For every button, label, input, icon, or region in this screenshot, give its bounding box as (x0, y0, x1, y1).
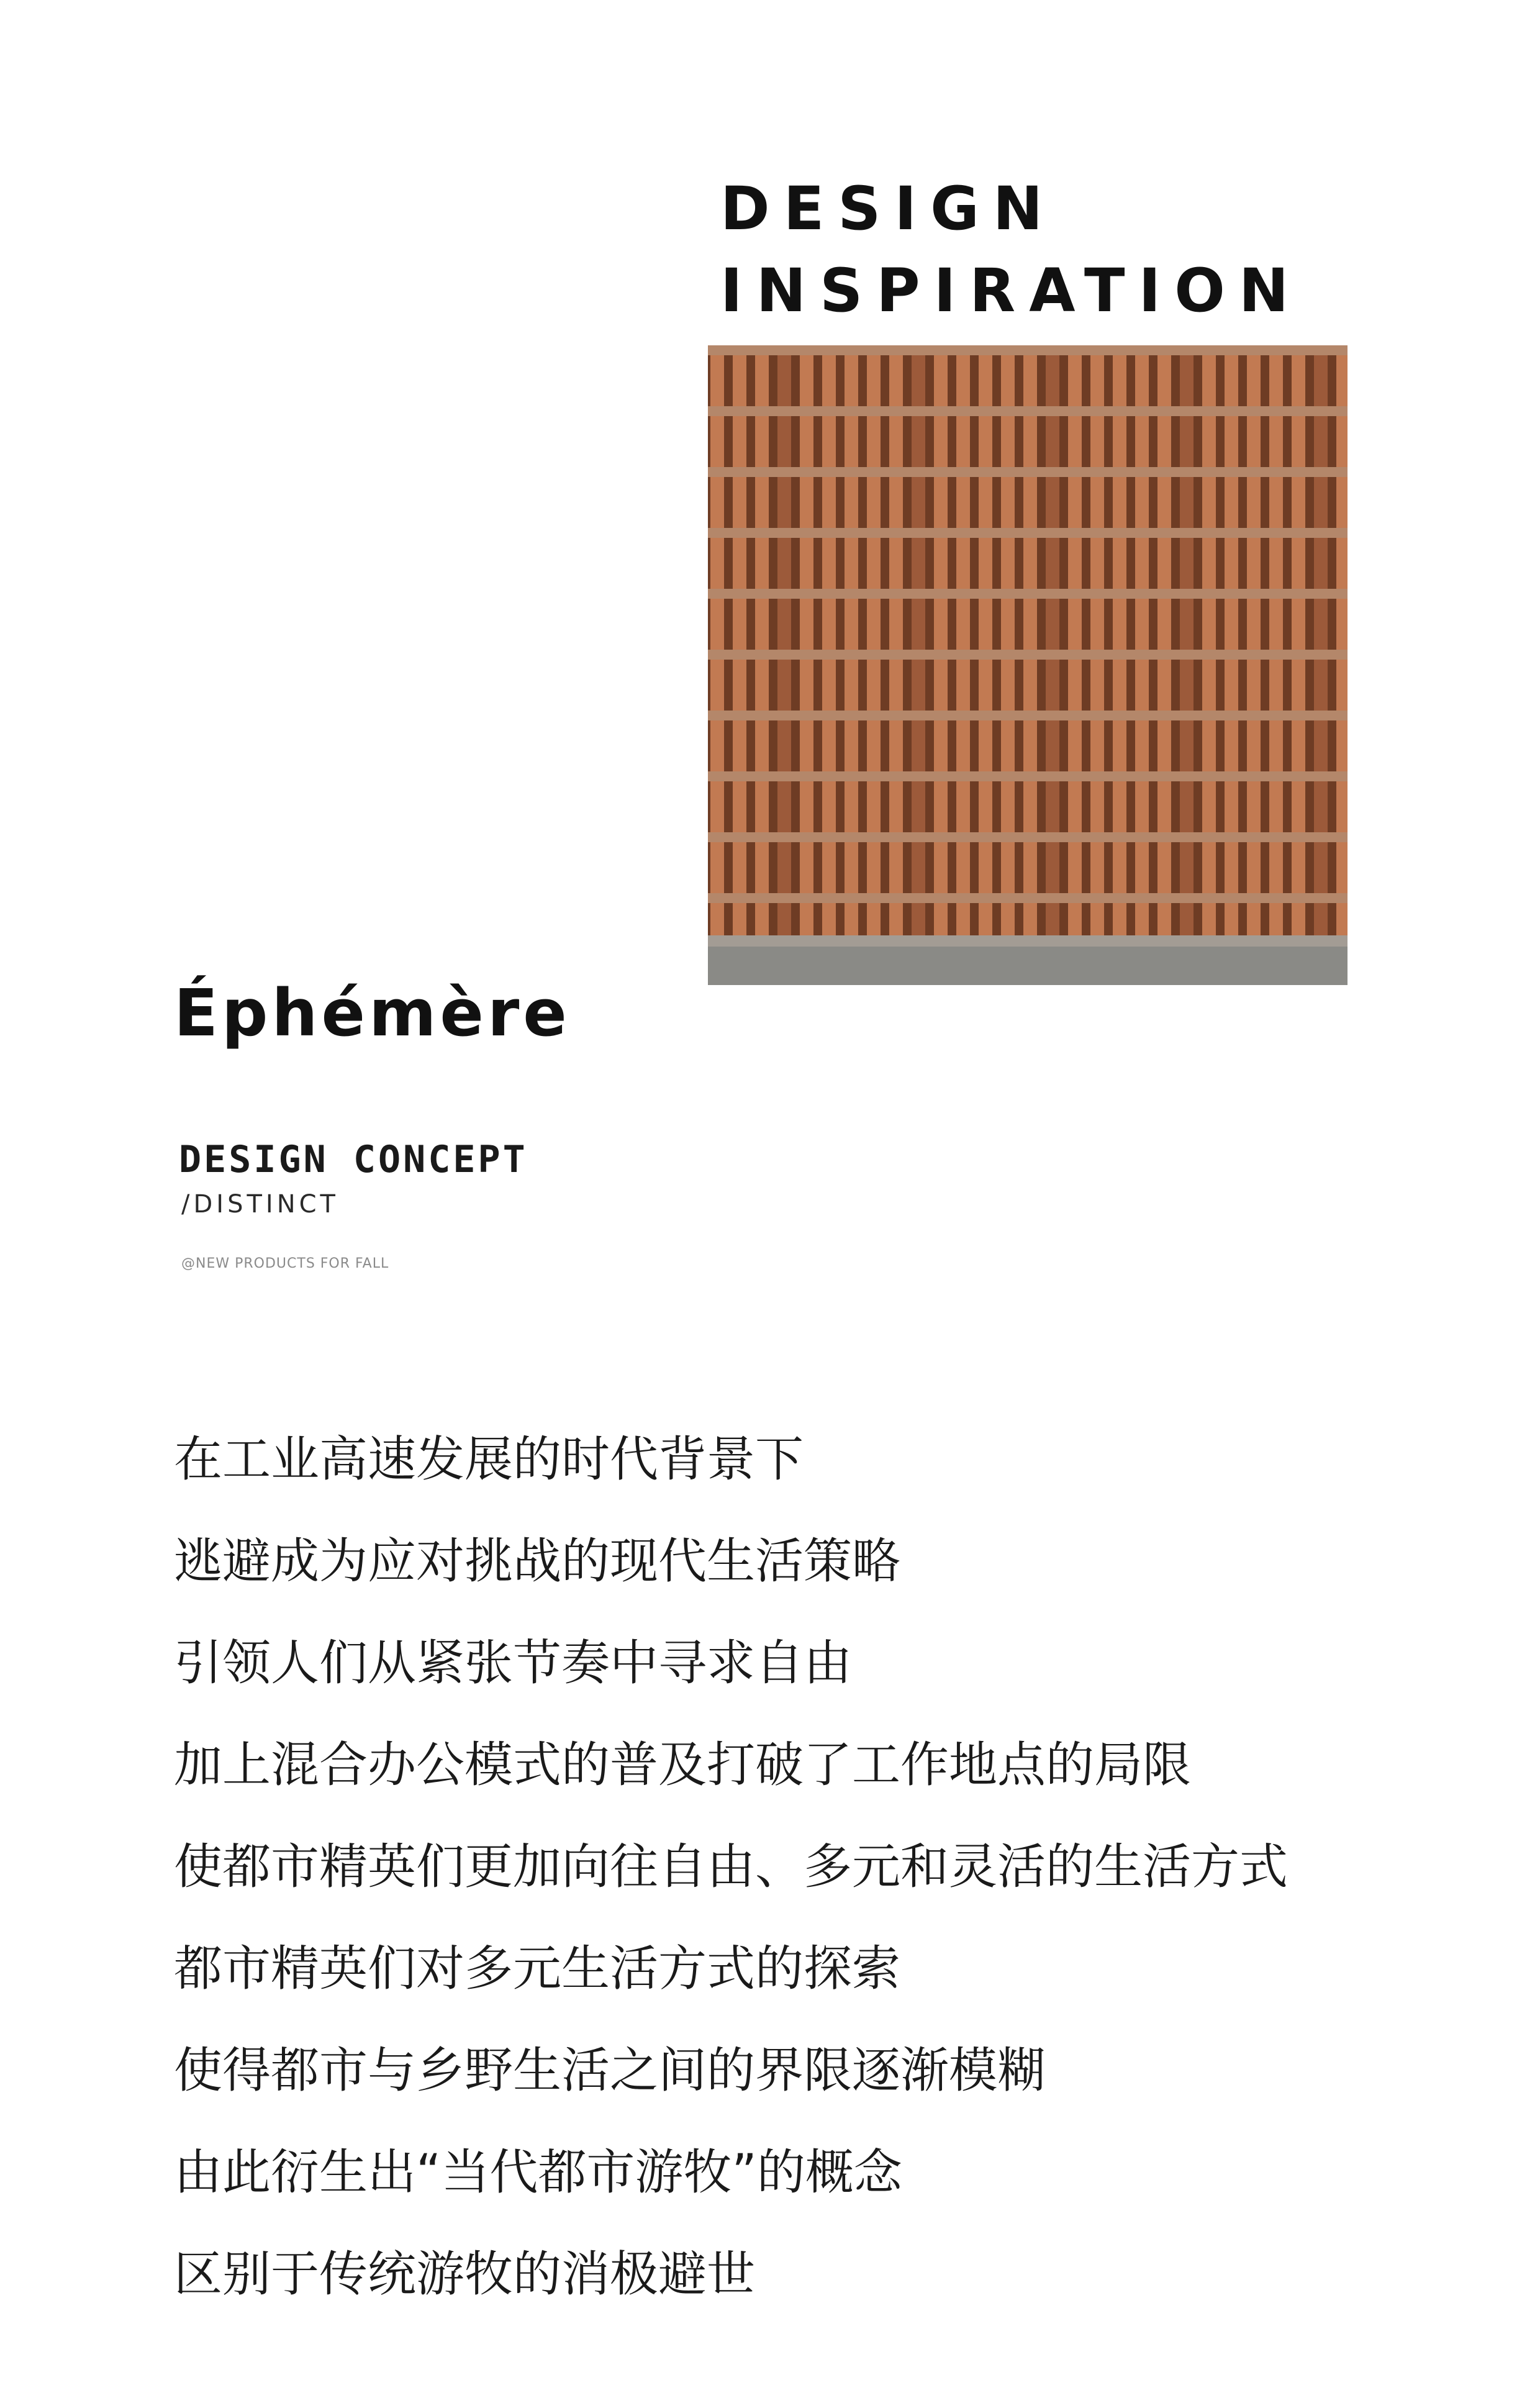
brick (889, 599, 903, 650)
mortar-band (708, 893, 1348, 903)
paragraph-line: 区别于传统游牧的消极避世 (174, 2246, 756, 2302)
brick (1023, 842, 1037, 893)
brick (956, 599, 970, 650)
brick (733, 599, 746, 650)
brick (1292, 477, 1305, 528)
brick (1068, 416, 1082, 467)
brick (822, 599, 836, 650)
brick (934, 355, 948, 406)
brick (800, 538, 813, 589)
brick (979, 416, 992, 467)
brick (1202, 720, 1216, 771)
brick (1336, 781, 1348, 832)
brick (1314, 538, 1328, 589)
paragraph-line: 引领人们从紧张节奏中寻求自由 (174, 1635, 853, 1691)
brick (845, 477, 858, 528)
brick (1202, 416, 1216, 467)
brick (1090, 599, 1104, 650)
brick (777, 842, 791, 893)
brick (979, 477, 992, 528)
brick (1202, 538, 1216, 589)
brick (1314, 355, 1328, 406)
brick (1023, 599, 1037, 650)
brick (912, 416, 925, 467)
paragraph-line: 在工业高速发展的时代背景下 (174, 1432, 804, 1488)
brick (822, 842, 836, 893)
mortar-band (708, 832, 1348, 842)
brick (777, 477, 791, 528)
brick (1314, 720, 1328, 771)
brick (1336, 477, 1348, 528)
brick (777, 355, 791, 406)
brick (1068, 599, 1082, 650)
brick (889, 660, 903, 711)
brick (979, 720, 992, 771)
brick (1225, 599, 1238, 650)
paragraph-line: 使都市精英们更加向往自由、多元和灵活的生活方式 (174, 1839, 1289, 1895)
brick (1113, 355, 1126, 406)
brick (1090, 842, 1104, 893)
brick (1023, 538, 1037, 589)
brick (1023, 416, 1037, 467)
brick (912, 842, 925, 893)
brick (1113, 599, 1126, 650)
brick (1292, 842, 1305, 893)
brick (1113, 416, 1126, 467)
brick (1001, 720, 1015, 771)
brick (1068, 355, 1082, 406)
brick (1046, 416, 1059, 467)
brick (1068, 781, 1082, 832)
mortar-band (708, 589, 1348, 599)
brick (889, 416, 903, 467)
brick-wall-photo (708, 345, 1348, 985)
brick (1001, 538, 1015, 589)
brick (1202, 660, 1216, 711)
brick (934, 660, 948, 711)
brick (1046, 720, 1059, 771)
brick (867, 842, 881, 893)
brick (733, 660, 746, 711)
brick (1180, 477, 1194, 528)
brick (1225, 720, 1238, 771)
paragraph-line: 加上混合办公模式的普及打破了工作地点的局限 (174, 1737, 1192, 1793)
brick (934, 477, 948, 528)
brick (777, 538, 791, 589)
brick (733, 538, 746, 589)
brick (710, 538, 724, 589)
brick (867, 599, 881, 650)
brick (1292, 416, 1305, 467)
brick (1336, 660, 1348, 711)
brick (889, 781, 903, 832)
brick (1247, 720, 1261, 771)
brick (1001, 781, 1015, 832)
brick (755, 538, 769, 589)
brick (1180, 842, 1194, 893)
brick (1225, 781, 1238, 832)
brick (733, 842, 746, 893)
ground-edge (708, 935, 1348, 947)
brick (1023, 355, 1037, 406)
brick (1135, 599, 1149, 650)
brick (1269, 599, 1283, 650)
paragraph-line: 由此衍生出“当代都市游牧”的概念 (174, 2145, 902, 2201)
brick (934, 599, 948, 650)
brick (1046, 538, 1059, 589)
brick (1157, 599, 1171, 650)
mortar-band (708, 650, 1348, 660)
brick (1090, 781, 1104, 832)
brick (1180, 781, 1194, 832)
brick (1314, 477, 1328, 528)
brick (845, 660, 858, 711)
brick (1180, 416, 1194, 467)
brick (1247, 842, 1261, 893)
brick (889, 842, 903, 893)
brick (1135, 416, 1149, 467)
brick (867, 477, 881, 528)
brick (934, 720, 948, 771)
brick (979, 660, 992, 711)
brick (845, 720, 858, 771)
brick (845, 538, 858, 589)
brick (1314, 660, 1328, 711)
brick (1269, 842, 1283, 893)
brick (710, 599, 724, 650)
brick (1180, 720, 1194, 771)
brick (1157, 660, 1171, 711)
brick (845, 599, 858, 650)
brick (777, 781, 791, 832)
brick (956, 660, 970, 711)
brick (710, 842, 724, 893)
brick (822, 538, 836, 589)
brick (934, 416, 948, 467)
brick (1090, 720, 1104, 771)
mortar-band (708, 345, 1348, 355)
brick (1292, 538, 1305, 589)
brick (1113, 538, 1126, 589)
brick (956, 781, 970, 832)
brick (777, 720, 791, 771)
brick (1090, 355, 1104, 406)
brick (934, 842, 948, 893)
brick (1135, 355, 1149, 406)
brick (822, 660, 836, 711)
brick (800, 416, 813, 467)
brick (777, 416, 791, 467)
brick (1068, 477, 1082, 528)
brick (845, 416, 858, 467)
brick (755, 416, 769, 467)
brick (979, 355, 992, 406)
brick (912, 355, 925, 406)
brick (1157, 720, 1171, 771)
brick (733, 477, 746, 528)
concept-title: DESIGN CONCEPT (179, 1138, 528, 1181)
paragraph-line: 逃避成为应对挑战的现代生活策略 (174, 1533, 901, 1589)
brick (1269, 781, 1283, 832)
brick (1247, 660, 1261, 711)
brick (1046, 477, 1059, 528)
brick (1001, 842, 1015, 893)
heading-line-inspiration: INSPIRATION (720, 256, 1303, 325)
brick (710, 720, 724, 771)
ground (708, 947, 1348, 985)
brick (889, 538, 903, 589)
brick (1068, 720, 1082, 771)
brick (1090, 477, 1104, 528)
brick (912, 477, 925, 528)
brick (1135, 660, 1149, 711)
brick (845, 781, 858, 832)
brick (733, 781, 746, 832)
brick (1247, 477, 1261, 528)
brick (1180, 660, 1194, 711)
brick (1269, 660, 1283, 711)
brick (822, 781, 836, 832)
brick (1292, 599, 1305, 650)
brick (1046, 355, 1059, 406)
brick (867, 660, 881, 711)
brick (1314, 599, 1328, 650)
brick (979, 538, 992, 589)
mortar-band (708, 406, 1348, 416)
brick (1292, 781, 1305, 832)
brick (912, 720, 925, 771)
brick (1001, 660, 1015, 711)
brick (710, 477, 724, 528)
brick (1157, 842, 1171, 893)
brick (822, 477, 836, 528)
brick (733, 416, 746, 467)
mortar-band (708, 467, 1348, 477)
brick (755, 842, 769, 893)
brick (1113, 477, 1126, 528)
brick (755, 781, 769, 832)
brick (867, 781, 881, 832)
inspiration-heading (720, 168, 1302, 332)
brick (956, 355, 970, 406)
brick (1001, 477, 1015, 528)
brick (1157, 477, 1171, 528)
brick (1336, 720, 1348, 771)
brick (822, 416, 836, 467)
brick (1269, 538, 1283, 589)
brick (956, 477, 970, 528)
brick (1336, 538, 1348, 589)
brick (1157, 416, 1171, 467)
brick (979, 842, 992, 893)
brick (1135, 781, 1149, 832)
brick (1202, 599, 1216, 650)
brick (1269, 477, 1283, 528)
brick (822, 720, 836, 771)
brick (1180, 538, 1194, 589)
brick (1202, 781, 1216, 832)
brick (1068, 538, 1082, 589)
brick (934, 781, 948, 832)
brick-wall-image (708, 345, 1348, 985)
brick (1135, 477, 1149, 528)
concept-subtitle: /DISTINCT (181, 1190, 339, 1219)
brick (912, 660, 925, 711)
brick (1135, 842, 1149, 893)
brick (1157, 355, 1171, 406)
brick (1225, 842, 1238, 893)
brick (822, 355, 836, 406)
brick (755, 720, 769, 771)
brick (1113, 842, 1126, 893)
brick (1336, 842, 1348, 893)
brick (1068, 842, 1082, 893)
brick (1314, 781, 1328, 832)
brick (1135, 538, 1149, 589)
brick (733, 355, 746, 406)
brick (800, 660, 813, 711)
brick (867, 720, 881, 771)
brick (755, 477, 769, 528)
brick (1247, 416, 1261, 467)
brick (1046, 660, 1059, 711)
brick (1314, 842, 1328, 893)
brick (1113, 781, 1126, 832)
brick (1269, 720, 1283, 771)
brick (867, 538, 881, 589)
brick (1023, 660, 1037, 711)
brick (1202, 477, 1216, 528)
brick (1336, 355, 1348, 406)
brick (1225, 477, 1238, 528)
brick (800, 599, 813, 650)
brick (1225, 355, 1238, 406)
brick (1113, 720, 1126, 771)
brick (710, 355, 724, 406)
brick (912, 599, 925, 650)
brick (889, 477, 903, 528)
brick (1046, 781, 1059, 832)
brick (733, 720, 746, 771)
brick (867, 355, 881, 406)
brick (1157, 538, 1171, 589)
brick (1113, 660, 1126, 711)
brick (755, 599, 769, 650)
brick (1292, 660, 1305, 711)
brick (755, 355, 769, 406)
brick (934, 538, 948, 589)
brick (956, 842, 970, 893)
brick (1292, 355, 1305, 406)
brick (845, 842, 858, 893)
brick (755, 660, 769, 711)
brick (1225, 660, 1238, 711)
brick (1090, 538, 1104, 589)
brick (1225, 538, 1238, 589)
brick (1180, 355, 1194, 406)
brick (889, 355, 903, 406)
brick (1269, 416, 1283, 467)
brick (1001, 599, 1015, 650)
brick (1068, 660, 1082, 711)
brick (1247, 599, 1261, 650)
brick (1157, 781, 1171, 832)
brick (956, 538, 970, 589)
brick (1135, 720, 1149, 771)
brick (800, 842, 813, 893)
brick (1247, 538, 1261, 589)
brick (1180, 599, 1194, 650)
brick (1202, 842, 1216, 893)
brick (1292, 720, 1305, 771)
brick (1023, 720, 1037, 771)
brick (1046, 842, 1059, 893)
brick (845, 355, 858, 406)
brand-name: Éphémère (174, 975, 571, 1051)
concept-paragraph (174, 1429, 1416, 2345)
brick (1225, 416, 1238, 467)
brick (800, 355, 813, 406)
heading-line-design: DESIGN (720, 174, 1057, 243)
brick (1269, 355, 1283, 406)
brick (1202, 355, 1216, 406)
brick (912, 781, 925, 832)
brick (800, 781, 813, 832)
brick (1090, 660, 1104, 711)
brick (979, 599, 992, 650)
brick (956, 720, 970, 771)
brick (1247, 355, 1261, 406)
brick (777, 660, 791, 711)
brick (956, 416, 970, 467)
brick (867, 416, 881, 467)
brick (800, 477, 813, 528)
paragraph-line: 都市精英们对多元生活方式的探索 (174, 1941, 901, 1997)
brick (1046, 599, 1059, 650)
brick (1023, 477, 1037, 528)
brick (1336, 599, 1348, 650)
brick (777, 599, 791, 650)
brick (1314, 416, 1328, 467)
brick (710, 781, 724, 832)
brick (710, 416, 724, 467)
concept-note: @NEW PRODUCTS FOR FALL (181, 1256, 389, 1271)
brick (912, 538, 925, 589)
brick (1001, 416, 1015, 467)
brick (1090, 416, 1104, 467)
brick (1336, 416, 1348, 467)
brick (889, 720, 903, 771)
brick (1247, 781, 1261, 832)
brick (800, 720, 813, 771)
brick (1001, 355, 1015, 406)
mortar-band (708, 711, 1348, 720)
mortar-band (708, 771, 1348, 781)
paragraph-line: 使得都市与乡野生活之间的界限逐渐模糊 (174, 2043, 1046, 2099)
brick (1023, 781, 1037, 832)
brick (710, 660, 724, 711)
brick (979, 781, 992, 832)
mortar-band (708, 528, 1348, 538)
